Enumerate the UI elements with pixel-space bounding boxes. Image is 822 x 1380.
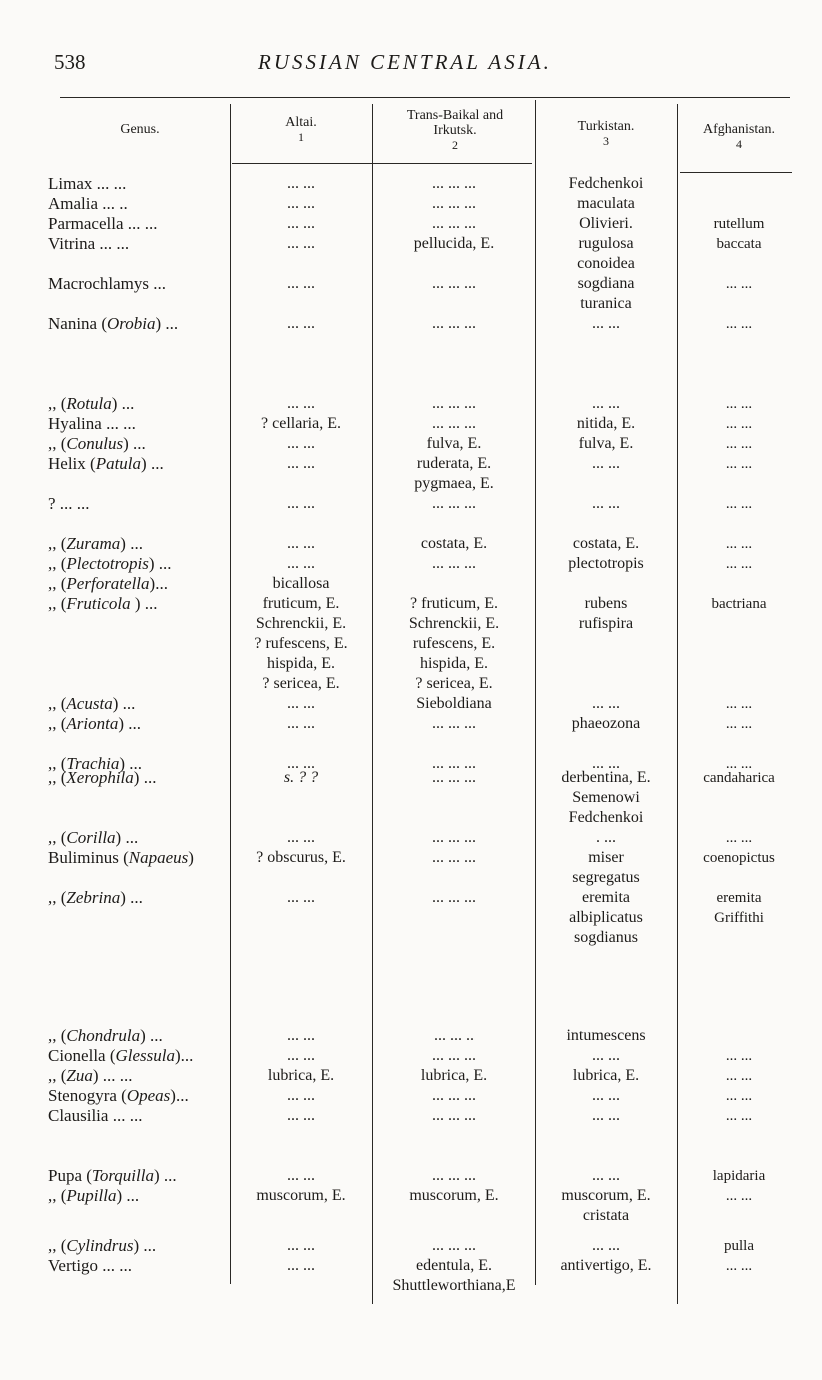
species-cell: ... ... — [287, 1087, 315, 1104]
column-header-altai — [232, 115, 370, 145]
species-cell: ... ... — [725, 416, 753, 432]
column-header-number: 2 — [452, 138, 458, 152]
species-cell: ... ... ... — [432, 769, 476, 786]
column-divider-3 — [535, 100, 536, 1285]
species-cell: rufispira — [578, 615, 634, 632]
species-cell: ... ... ... — [432, 849, 476, 866]
species-cell: phaeozona — [571, 715, 641, 732]
species-cell: ... ... ... — [432, 315, 476, 332]
species-cell: fulva, E. — [578, 435, 634, 452]
species-cell: ... ... — [725, 276, 753, 292]
species-cell: antivertigo, E. — [560, 1257, 652, 1274]
species-cell: ... ... ... — [432, 715, 476, 732]
genus-cell: Vitrina ... ... — [48, 234, 130, 253]
species-cell: muscorum, E. — [409, 1187, 499, 1204]
species-cell: ... ... — [287, 555, 315, 572]
species-cell: nitida, E. — [576, 415, 636, 432]
header-bottom-rule-right — [680, 172, 792, 173]
species-cell: ... ... — [287, 1257, 315, 1274]
species-cell: ... ... — [287, 889, 315, 906]
species-cell: lubrica, E. — [420, 1067, 488, 1084]
species-cell: ... ... — [287, 755, 315, 772]
species-cell: hispida, E. — [267, 655, 335, 672]
genus-cell: ,, (Fruticola ) ... — [48, 594, 158, 613]
genus-cell: Cionella (Glessula)... — [48, 1046, 194, 1065]
species-cell: ... ... — [592, 455, 620, 472]
species-cell: ... ... ... — [432, 755, 476, 772]
species-cell: pellucida, E. — [413, 235, 495, 252]
species-cell: derbentina, E. — [561, 769, 651, 786]
species-cell: ? fruticum, E. — [410, 595, 498, 612]
species-cell: ... ... — [287, 275, 315, 292]
species-cell: hispida, E. — [420, 655, 488, 672]
species-cell: ... ... ... — [432, 215, 476, 232]
species-cell: ... ... ... — [432, 175, 476, 192]
genus-cell: ,, (Perforatella)... — [48, 574, 168, 593]
species-cell: ... ... ... — [432, 1107, 476, 1124]
species-cell: eremita — [716, 890, 762, 906]
species-cell: ... ... ... — [432, 1167, 476, 1184]
species-cell: s. ? ? — [283, 769, 319, 786]
species-cell: coenopictus — [703, 850, 775, 866]
species-cell: ... ... — [287, 1107, 315, 1124]
species-cell: ... ... — [725, 1068, 753, 1084]
species-cell: ... ... — [725, 1258, 753, 1274]
species-cell: ... ... — [287, 495, 315, 512]
header-bottom-rule — [232, 163, 532, 164]
species-cell: ... ... — [287, 235, 315, 252]
species-cell: ? rufescens, E. — [254, 635, 348, 652]
genus-cell: ,, (Arionta) ... — [48, 714, 142, 733]
species-cell: ? sericea, E. — [262, 675, 340, 692]
species-cell: ... ... — [725, 756, 753, 772]
species-cell: Fedchenkoi — [568, 809, 644, 826]
genus-cell: Pupa (Torquilla) ... — [48, 1166, 177, 1185]
species-cell: ... ... — [725, 1108, 753, 1124]
running-title: RUSSIAN CENTRAL ASIA. — [258, 50, 552, 74]
species-cell: ... ... — [287, 1237, 315, 1254]
column-header-number: 1 — [298, 130, 304, 144]
species-cell: ... ... — [287, 695, 315, 712]
genus-cell: Buliminus (Napaeus) — [48, 848, 194, 867]
species-cell: rubens — [584, 595, 628, 612]
genus-cell: ,, (Acusta) ... — [48, 694, 136, 713]
species-cell: ... ... — [725, 396, 753, 412]
column-divider-2 — [372, 104, 373, 1304]
species-cell: ruderata, E. — [416, 455, 492, 472]
species-cell: maculata — [577, 195, 635, 212]
species-cell: rutellum — [713, 216, 765, 232]
species-cell: ... ... — [725, 556, 753, 572]
species-cell: conoidea — [577, 255, 635, 272]
species-cell: ... ... — [725, 456, 753, 472]
column-divider-1 — [230, 104, 231, 1284]
species-cell: ... ... — [725, 830, 753, 846]
species-cell: albiplicatus — [569, 909, 643, 926]
genus-cell: ,, (Pupilla) ... — [48, 1186, 140, 1205]
species-cell: ... ... ... — [432, 275, 476, 292]
species-cell: segregatus — [572, 869, 640, 886]
column-header-title: Altai. — [285, 115, 317, 130]
species-cell: rufescens, E. — [412, 635, 496, 652]
species-cell: ... ... — [287, 1167, 315, 1184]
genus-cell: ,, (Zebrina) ... — [48, 888, 143, 907]
genus-cell: Clausilia ... ... — [48, 1106, 143, 1125]
genus-cell: Parmacella ... ... — [48, 214, 158, 233]
species-cell: eremita — [582, 889, 630, 906]
species-cell: ... ... — [725, 716, 753, 732]
species-cell: pulla — [724, 1238, 754, 1254]
column-header-title: Genus. — [120, 122, 160, 137]
species-cell: plectotropis — [568, 555, 644, 572]
species-cell: ... ... ... — [432, 1087, 476, 1104]
species-cell: ... ... — [592, 695, 620, 712]
genus-cell: Stenogyra (Opeas)... — [48, 1086, 189, 1105]
species-cell: ... ... — [287, 455, 315, 472]
table-top-rule — [60, 97, 790, 98]
species-cell: ... ... — [287, 829, 315, 846]
species-cell: baccata — [716, 236, 762, 252]
species-cell: ... ... ... — [432, 1237, 476, 1254]
species-cell: ... ... — [725, 436, 753, 452]
species-cell: rugulosa — [578, 235, 634, 252]
species-cell: Schrenckii, E. — [255, 615, 347, 632]
genus-cell: ? ... ... — [48, 494, 90, 513]
species-cell: . ... — [596, 829, 616, 846]
species-cell: ? obscurus, E. — [256, 849, 346, 866]
species-cell: muscorum, E. — [256, 1187, 346, 1204]
species-cell: intumescens — [566, 1027, 646, 1044]
species-cell: ... ... — [287, 715, 315, 732]
species-cell: ... ... ... — [432, 829, 476, 846]
species-cell: ... ... — [287, 1027, 315, 1044]
species-cell: ... ... ... — [432, 1047, 476, 1064]
species-cell: Shuttleworthiana,E — [392, 1277, 516, 1294]
species-cell: Sieboldiana — [416, 695, 492, 712]
species-cell: lubrica, E. — [572, 1067, 640, 1084]
species-cell: ... ... — [592, 495, 620, 512]
genus-cell: ,, (Conulus) ... — [48, 434, 146, 453]
species-cell: ... ... — [287, 435, 315, 452]
genus-cell: ,, (Cylindrus) ... — [48, 1236, 157, 1255]
species-cell: ... ... — [287, 315, 315, 332]
column-header-number: 3 — [603, 134, 609, 148]
genus-cell: Helix (Patula) ... — [48, 454, 164, 473]
species-cell: ... ... — [287, 195, 315, 212]
column-header-title: Afghanistan. — [703, 122, 775, 137]
species-cell: ... ... — [592, 315, 620, 332]
species-cell: bactriana — [711, 596, 767, 612]
column-header-afghanistan — [680, 122, 798, 152]
species-cell: ? sericea, E. — [415, 675, 493, 692]
species-cell: ... ... — [592, 1047, 620, 1064]
species-cell: ... ... — [725, 316, 753, 332]
species-cell: sogdianus — [574, 929, 638, 946]
genus-cell: Macrochlamys ... — [48, 274, 167, 293]
genus-cell: Limax ... ... — [48, 174, 127, 193]
species-cell: ... ... .. — [434, 1027, 474, 1044]
genus-cell: ,, (Corilla) ... — [48, 828, 139, 847]
species-cell: Fedchenkoi — [568, 175, 644, 192]
species-cell: lapidaria — [712, 1168, 766, 1184]
species-cell: ... ... — [287, 175, 315, 192]
genus-cell: Vertigo ... ... — [48, 1256, 133, 1275]
species-cell: ... ... — [287, 535, 315, 552]
species-cell: ... ... — [592, 755, 620, 772]
genus-cell: ,, (Chondrula) ... — [48, 1026, 163, 1045]
species-cell: ... ... ... — [432, 195, 476, 212]
species-cell: costata, E. — [420, 535, 488, 552]
genus-cell: ,, (Zua) ... ... — [48, 1066, 133, 1085]
species-cell: candaharica — [703, 770, 775, 786]
species-cell: ... ... ... — [432, 415, 476, 432]
species-cell: ... ... — [725, 536, 753, 552]
species-cell: bicallosa — [272, 575, 330, 592]
species-cell: ... ... — [287, 1047, 315, 1064]
species-cell: Semenowi — [572, 789, 640, 806]
species-cell: ... ... — [287, 395, 315, 412]
species-cell: ... ... — [592, 1087, 620, 1104]
genus-cell: ,, (Plectotropis) ... — [48, 554, 172, 573]
species-cell: pygmaea, E. — [414, 475, 494, 492]
column-header-number: 4 — [736, 137, 742, 151]
species-cell: ... ... — [725, 1048, 753, 1064]
species-cell: sogdiana — [577, 275, 635, 292]
species-cell: lubrica, E. — [267, 1067, 335, 1084]
species-cell: ... ... — [725, 696, 753, 712]
species-cell: costata, E. — [572, 535, 640, 552]
species-cell: fruticum, E. — [262, 595, 340, 612]
column-header-genus — [60, 122, 220, 137]
column-header-turkistan — [537, 119, 675, 149]
species-cell: ? cellaria, E. — [261, 415, 341, 432]
species-cell: miser — [588, 849, 624, 866]
species-cell: ... ... — [725, 496, 753, 512]
column-divider-4 — [677, 104, 678, 1304]
column-header-title: Trans-Baikal and Irkutsk. — [406, 108, 504, 138]
genus-cell: Nanina (Orobia) ... — [48, 314, 179, 333]
genus-cell: Hyalina ... ... — [48, 414, 136, 433]
species-cell: turanica — [580, 295, 632, 312]
species-cell: Schrenckii, E. — [408, 615, 500, 632]
page-number: 538 — [54, 50, 86, 74]
species-cell: ... ... — [592, 1167, 620, 1184]
species-cell: ... ... — [725, 1188, 753, 1204]
species-cell: Griffithi — [714, 910, 764, 926]
species-cell: ... ... — [592, 1237, 620, 1254]
genus-cell: ,, (Xerophila) ... — [48, 768, 157, 787]
genus-cell: Amalia ... .. — [48, 194, 128, 213]
species-cell: ... ... — [287, 215, 315, 232]
genus-cell: ,, (Trachia) ... — [48, 754, 142, 773]
genus-cell: ,, (Zurama) ... — [48, 534, 143, 553]
species-cell: ... ... — [592, 1107, 620, 1124]
column-header-title: Turkistan. — [577, 119, 635, 134]
species-cell: ... ... ... — [432, 555, 476, 572]
genus-cell: ,, (Rotula) ... — [48, 394, 135, 413]
species-cell: ... ... ... — [432, 395, 476, 412]
species-cell: ... ... ... — [432, 495, 476, 512]
column-header-trans-baikal — [400, 108, 510, 153]
species-cell: ... ... ... — [432, 889, 476, 906]
species-cell: Olivieri. — [579, 215, 633, 232]
species-cell: edentula, E. — [416, 1257, 492, 1274]
species-cell: muscorum, E. — [561, 1187, 651, 1204]
species-cell: ... ... — [592, 395, 620, 412]
species-cell: fulva, E. — [426, 435, 482, 452]
species-cell: cristata — [582, 1207, 630, 1224]
species-cell: ... ... — [725, 1088, 753, 1104]
